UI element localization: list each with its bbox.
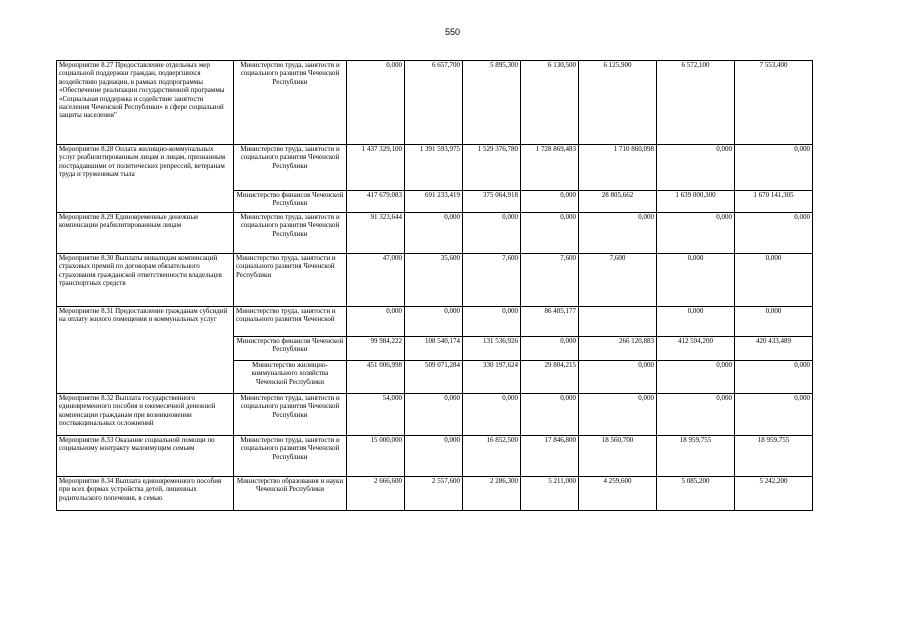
value-cell: 330 197,624 xyxy=(463,361,521,394)
value-cell: 0,000 xyxy=(347,307,405,337)
value-cell: 86 485,177 xyxy=(521,307,579,337)
executor: Министерство жилищно-коммунального хозяйства Чеченской Республики xyxy=(234,361,347,394)
value-cell: 6 657,700 xyxy=(405,61,463,145)
value-cell: 1 728 869,483 xyxy=(521,145,579,191)
executor: Министерство образования и науки Чеченской Республики xyxy=(234,477,347,511)
value-cell: 17 846,800 xyxy=(521,436,579,477)
value-cell: 15 000,000 xyxy=(347,436,405,477)
measure-name: Мероприятие 8.34 Выплата единовременного пособия при всех формах устройства детей, лишенных родительского попечения, в семью xyxy=(57,477,234,511)
value-cell: 2 557,600 xyxy=(405,477,463,511)
value-cell: 0,000 xyxy=(579,394,657,436)
value-cell: 1 670 141,305 xyxy=(735,191,813,213)
table-row xyxy=(57,213,813,254)
value-cell: 0,000 xyxy=(521,191,579,213)
value-cell: 0,000 xyxy=(735,254,813,307)
measure-name: Мероприятие 8.30 Выплаты инвалидам компенсаций страховых премий по договорам обязательного страхования гражданской ответственности владельцев транспортных средств xyxy=(57,254,234,307)
value-cell: 0,000 xyxy=(657,394,735,436)
value-cell: 6 130,500 xyxy=(521,61,579,145)
executor: Министерство труда, занятости и социального развития Чеченской xyxy=(234,307,347,337)
table-row xyxy=(57,477,813,511)
value-cell: 18 959,755 xyxy=(657,436,735,477)
executor: Министерство труда, занятости и социального развития Чеченской Республики xyxy=(234,145,347,191)
executor: Министерство труда, занятости и социального развития Чеченской Республики xyxy=(234,61,347,145)
value-cell: 0,000 xyxy=(657,307,735,337)
value-cell: 5 242,200 xyxy=(735,477,813,511)
value-cell: 0,000 xyxy=(735,213,813,254)
value-cell: 0,000 xyxy=(579,361,657,394)
value-cell: 0,000 xyxy=(347,61,405,145)
value-cell: 131 536,926 xyxy=(463,337,521,361)
value-cell: 6 125,900 xyxy=(579,61,657,145)
value-cell: 91 323,644 xyxy=(347,213,405,254)
value-cell: 5 211,000 xyxy=(521,477,579,511)
value-cell: 412 594,200 xyxy=(657,337,735,361)
value-cell: 0,000 xyxy=(405,436,463,477)
value-cell: 99 984,222 xyxy=(347,337,405,361)
value-cell: 5 085,200 xyxy=(657,477,735,511)
value-cell: 0,000 xyxy=(735,307,813,337)
value-cell: 5 895,300 xyxy=(463,61,521,145)
table-row xyxy=(57,436,813,477)
value-cell: 375 064,918 xyxy=(463,191,521,213)
value-cell: 417 679,083 xyxy=(347,191,405,213)
value-cell: 420 433,489 xyxy=(735,337,813,361)
executor: Министерство труда, занятости и социального развития Чеченской Республики xyxy=(234,254,347,307)
value-cell: 0,000 xyxy=(579,213,657,254)
value-cell: 0,000 xyxy=(405,307,463,337)
value-cell: 0,000 xyxy=(735,361,813,394)
value-cell: 28 805,662 xyxy=(579,191,657,213)
value-cell: 0,000 xyxy=(657,145,735,191)
executor: Министерство финансов Чеченской Республики xyxy=(234,191,347,213)
value-cell: 108 540,174 xyxy=(405,337,463,361)
value-cell: 0,000 xyxy=(463,213,521,254)
measure-name: Мероприятие 8.32 Выплата государственного единовременного пособия и ежемесячной денежной компенсации гражданам при возникновении поствакцинальных осложнений xyxy=(57,394,234,436)
value-cell: 35,600 xyxy=(405,254,463,307)
value-cell: 7 553,400 xyxy=(735,61,813,145)
table-row xyxy=(57,307,813,337)
measure-name: Мероприятие 8.28 Оплата жилищно-коммунальных услуг реабилитированным лицам и лицам, признанным пострадавшими от политических репрессий, ветеранам труда и труженикам тыла xyxy=(57,145,234,213)
value-cell: 691 233,419 xyxy=(405,191,463,213)
value-cell: 0,000 xyxy=(521,213,579,254)
value-cell xyxy=(579,307,657,337)
executor: Министерство труда, занятости и социального развития Чеченской Республики xyxy=(234,394,347,436)
measure-name: Мероприятие 8.33 Оказание социальной помощи по социальному контракту малоимущим семьям xyxy=(57,436,234,477)
value-cell: 7,600 xyxy=(521,254,579,307)
value-cell: 1 437 329,100 xyxy=(347,145,405,191)
value-cell: 18 560,700 xyxy=(579,436,657,477)
value-cell: 1 391 593,975 xyxy=(405,145,463,191)
measure-name: Мероприятие 8.31 Предоставление гражданам субсидий на оплату жилого помещения и коммунальных услуг xyxy=(57,307,234,394)
value-cell: 6 572,100 xyxy=(657,61,735,145)
table-row xyxy=(57,394,813,436)
value-cell: 1 710 860,098 xyxy=(579,145,657,191)
table-row xyxy=(57,254,813,307)
value-cell: 2 286,300 xyxy=(463,477,521,511)
value-cell: 0,000 xyxy=(735,145,813,191)
value-cell: 4 259,600 xyxy=(579,477,657,511)
table-row xyxy=(57,61,813,145)
value-cell: 0,000 xyxy=(735,394,813,436)
value-cell: 0,000 xyxy=(521,337,579,361)
table-row xyxy=(57,145,813,191)
executor: Министерство финансов Чеченской Республики xyxy=(234,337,347,361)
value-cell: 18 959,755 xyxy=(735,436,813,477)
value-cell: 0,000 xyxy=(521,394,579,436)
value-cell: 0,000 xyxy=(463,394,521,436)
value-cell: 1 639 000,300 xyxy=(657,191,735,213)
value-cell: 54,000 xyxy=(347,394,405,436)
value-cell: 0,000 xyxy=(405,394,463,436)
value-cell: 1 529 376,780 xyxy=(463,145,521,191)
value-cell: 451 006,998 xyxy=(347,361,405,394)
value-cell: 0,000 xyxy=(657,254,735,307)
value-cell: 0,000 xyxy=(657,213,735,254)
executor: Министерство труда, занятости и социального развития Чеченской Республики xyxy=(234,213,347,254)
value-cell: 29 804,215 xyxy=(521,361,579,394)
value-cell: 0,000 xyxy=(657,361,735,394)
value-cell: 7,600 xyxy=(579,254,657,307)
value-cell: 509 071,284 xyxy=(405,361,463,394)
page-number: 550 xyxy=(444,27,461,37)
budget-table xyxy=(56,60,813,511)
value-cell: 2 666,600 xyxy=(347,477,405,511)
measure-name: Мероприятие 8.29 Единовременные денежные компенсации реабилитированным лицам xyxy=(57,213,234,254)
value-cell: 266 120,883 xyxy=(579,337,657,361)
value-cell: 0,000 xyxy=(463,307,521,337)
measure-name: Мероприятие 8.27 Предоставление отдельных мер социальной поддержки граждан, подвергшихся воздействию радиации, в рамках подпрограммы «Обеспечение реализации государственной программы «Социальная поддержка и содействие занятости населения Чеченской Республики» в сфере социальной защиты населения" xyxy=(57,61,234,145)
value-cell: 47,000 xyxy=(347,254,405,307)
value-cell: 0,000 xyxy=(405,213,463,254)
value-cell: 7,600 xyxy=(463,254,521,307)
executor: Министерство труда, занятости и социального развития Чеченской Республики xyxy=(234,436,347,477)
value-cell: 16 852,500 xyxy=(463,436,521,477)
